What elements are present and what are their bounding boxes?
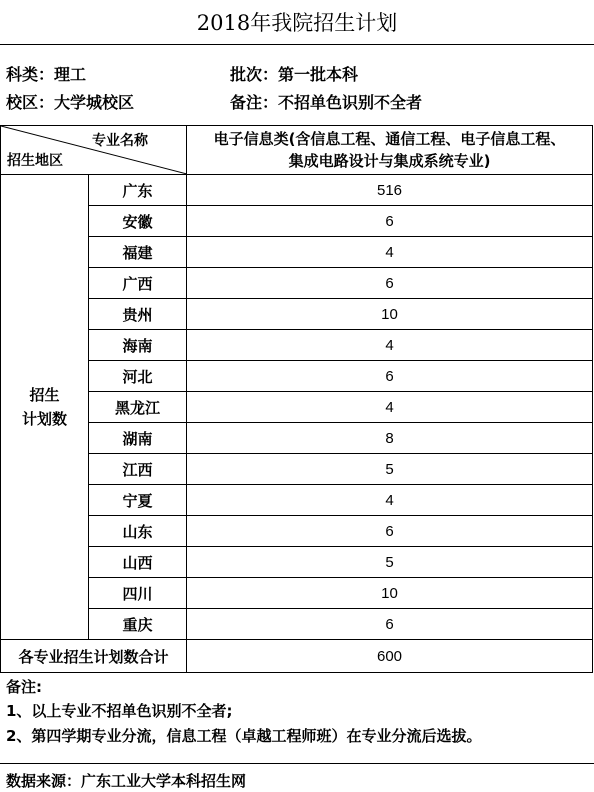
province-cell: 宁夏	[89, 485, 187, 516]
group-label-line2: 计划数	[21, 410, 67, 428]
plan-count-cell: 10	[187, 299, 593, 330]
data-source	[0, 763, 594, 792]
table-row	[1, 609, 593, 640]
province-cell: 四川	[89, 578, 187, 609]
plan-count-cell: 5	[187, 454, 593, 485]
major-header-line2: 集成电路设计与集成系统专业)	[288, 152, 491, 170]
total-label: 各专业招生计划数合计	[1, 640, 187, 673]
plan-count-group-label	[1, 175, 89, 640]
campus-info: 校区：大学城校区	[6, 93, 135, 112]
province-cell: 重庆	[89, 609, 187, 640]
enrollment-plan-table	[0, 125, 593, 673]
batch-info: 批次：第一批本科	[230, 65, 359, 84]
table-row	[1, 330, 593, 361]
table-row	[1, 516, 593, 547]
table-row	[1, 175, 593, 206]
province-cell: 广西	[89, 268, 187, 299]
major-name-label: 专业名称	[92, 133, 148, 149]
province-cell: 山东	[89, 516, 187, 547]
table-row	[1, 206, 593, 237]
plan-count-cell: 4	[187, 485, 593, 516]
group-label-line1: 招生	[29, 386, 60, 404]
province-cell: 河北	[89, 361, 187, 392]
plan-count-cell: 4	[187, 392, 593, 423]
table-row	[1, 268, 593, 299]
province-cell: 福建	[89, 237, 187, 268]
diagonal-header-cell	[1, 126, 187, 175]
data-source-text: 数据来源：广东工业大学本科招生网	[6, 772, 247, 790]
province-cell: 山西	[89, 547, 187, 578]
subject-info: 科类：理工	[6, 65, 87, 84]
table-row	[1, 237, 593, 268]
plan-count-cell: 8	[187, 423, 593, 454]
plan-table-body	[1, 126, 593, 673]
table-row	[1, 578, 593, 609]
plan-count-cell: 6	[187, 609, 593, 640]
table-row	[1, 485, 593, 516]
plan-count-cell: 6	[187, 516, 593, 547]
region-label: 招生地区	[7, 153, 63, 169]
plan-count-cell: 6	[187, 361, 593, 392]
province-cell: 安徽	[89, 206, 187, 237]
province-cell: 湖南	[89, 423, 187, 454]
table-row	[1, 299, 593, 330]
plan-count-cell: 5	[187, 547, 593, 578]
table-row	[1, 423, 593, 454]
plan-count-cell: 4	[187, 237, 593, 268]
plan-count-cell: 10	[187, 578, 593, 609]
table-row	[1, 361, 593, 392]
table-row	[1, 392, 593, 423]
table-row	[1, 547, 593, 578]
note-item-2: 2、第四学期专业分流，信息工程（卓越工程师班）在专业分流后选拔。	[6, 727, 482, 745]
remark-info: 备注：不招单色识别不全者	[230, 93, 423, 112]
notes-heading: 备注:	[6, 678, 42, 696]
plan-count-cell: 6	[187, 268, 593, 299]
major-header-cell	[187, 126, 593, 175]
province-cell: 贵州	[89, 299, 187, 330]
plan-count-cell: 4	[187, 330, 593, 361]
plan-count-cell: 516	[187, 175, 593, 206]
province-cell: 广东	[89, 175, 187, 206]
province-cell: 黑龙江	[89, 392, 187, 423]
page-title: 2018年我院招生计划	[0, 0, 594, 45]
table-row	[1, 454, 593, 485]
note-item-1: 1、以上专业不招单色识别不全者;	[6, 702, 233, 720]
major-header-line1: 电子信息类(含信息工程、通信工程、电子信息工程、	[213, 130, 566, 148]
province-cell: 江西	[89, 454, 187, 485]
plan-count-cell: 6	[187, 206, 593, 237]
total-row	[1, 640, 593, 673]
total-value: 600	[187, 640, 593, 673]
table-header-row	[1, 126, 593, 175]
province-cell: 海南	[89, 330, 187, 361]
